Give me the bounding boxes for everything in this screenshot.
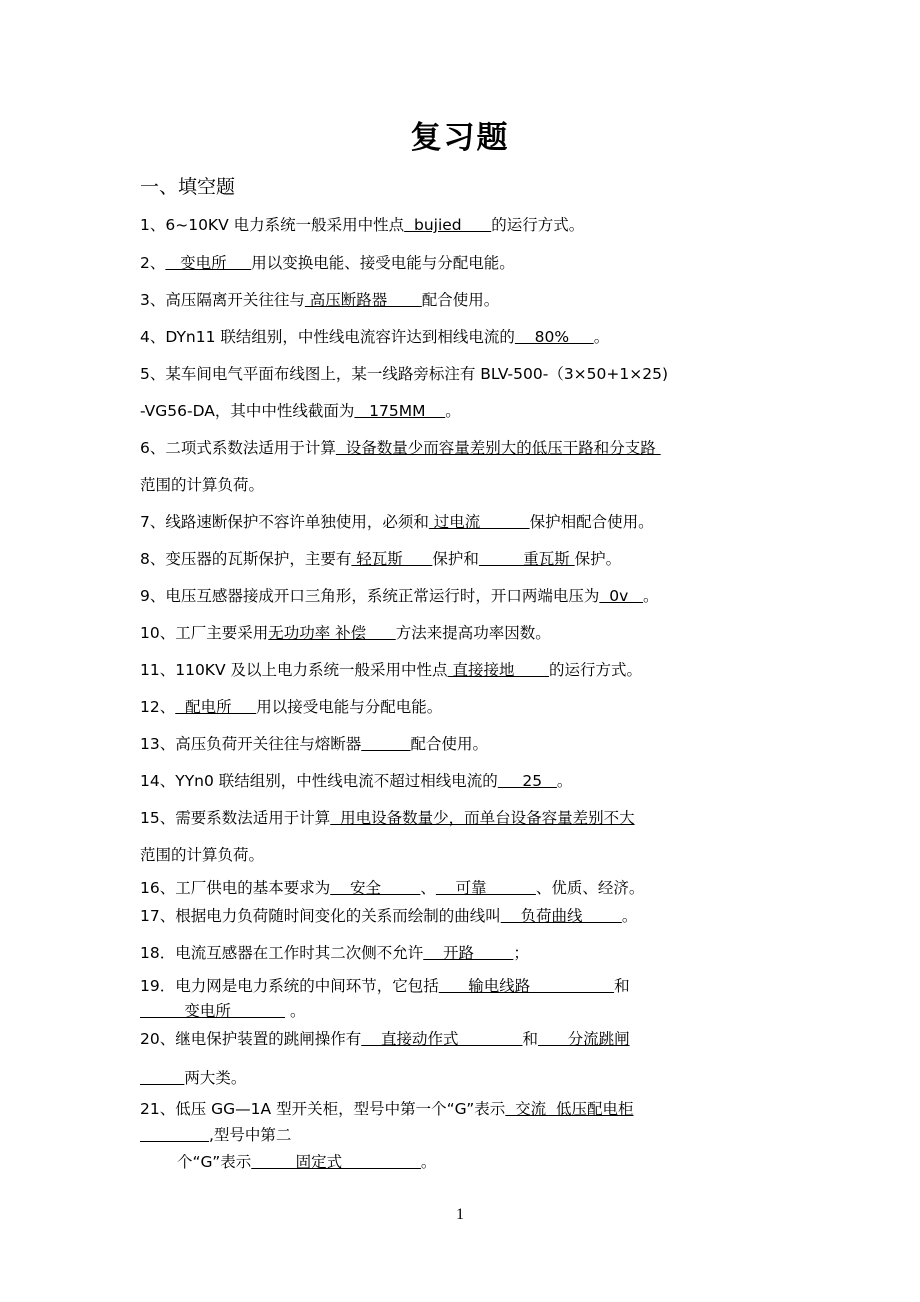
question-line	[140, 999, 305, 1023]
question-line	[140, 362, 668, 386]
question-text: 3、高压隔离开关往往与	[140, 291, 305, 309]
question-text: 。	[643, 587, 659, 605]
question-text: 1、6~10KV 电力系统一般采用中性点	[140, 216, 405, 234]
question-line	[140, 251, 515, 275]
question-line	[140, 510, 654, 534]
question-text: 14、YYn0 联结组别，中性线电流不超过相线电流的	[140, 772, 498, 790]
question-line	[140, 1027, 630, 1051]
question-text: 配合使用。	[410, 735, 489, 753]
question-text: 18．电流互感器在工作时其二次侧不允许	[140, 944, 424, 962]
question-text: 15、需要系数法适用于计算	[140, 809, 331, 827]
answer-blank	[140, 1126, 209, 1144]
question-text: 的运行方式。	[548, 661, 642, 679]
question-text: 用以接受电能与分配电能。	[256, 698, 443, 716]
question-text: 保护和	[432, 550, 479, 568]
answer-blank: 分流跳闸	[538, 1030, 630, 1048]
answer-blank: 0v	[599, 587, 644, 605]
page-title: 复习题	[410, 120, 510, 156]
answer-blank: 无功功率 补偿	[268, 624, 396, 642]
answer-blank: 变电所	[140, 1002, 286, 1020]
question-text: 7、线路速断保护不容许单独使用，必须和	[140, 513, 429, 531]
question-line	[140, 941, 529, 965]
answer-blank: 过电流	[428, 513, 530, 531]
question-text: 9、电压互感器接成开口三角形，系统正常运行时，开口两端电压为	[140, 587, 600, 605]
question-text: 范围的计算负荷。	[140, 846, 265, 864]
answer-blank: 安全	[330, 879, 421, 897]
question-line	[140, 732, 488, 756]
question-text: 8、变压器的瓦斯保护，主要有	[140, 550, 352, 568]
question-line	[140, 1123, 291, 1147]
question-text: 。	[420, 1153, 437, 1171]
answer-blank: 直接接地	[447, 661, 549, 679]
question-line	[140, 621, 551, 645]
question-text: 。	[556, 772, 573, 790]
answer-blank: 负荷曲线	[500, 907, 622, 925]
question-line	[140, 584, 659, 608]
answer-blank: bujied	[404, 216, 492, 234]
answer-blank: 交流 低压配电柜	[505, 1100, 634, 1118]
question-text: 两大类。	[184, 1069, 247, 1087]
question-line	[140, 843, 264, 867]
question-text: 。	[593, 328, 610, 346]
question-line	[140, 904, 637, 928]
question-text: 、优质、经济。	[535, 879, 645, 897]
question-text: 配合使用。	[421, 291, 500, 309]
question-line	[140, 288, 499, 312]
question-text: 20、继电保护装置的跳闸操作有	[140, 1030, 362, 1048]
question-text: -VG56-DA，其中中性线截面为	[140, 402, 355, 420]
question-line	[140, 473, 264, 497]
answer-blank: 配电所	[175, 698, 257, 716]
question-line	[140, 1066, 246, 1090]
question-line	[140, 806, 635, 830]
question-text: 。	[621, 907, 638, 925]
question-text: ；	[513, 944, 529, 962]
question-line	[140, 213, 584, 237]
question-text: 方法来提高功率因数。	[395, 624, 551, 642]
question-text: 10、工厂主要采用	[140, 624, 269, 642]
question-line	[140, 974, 630, 998]
answer-blank: 80%	[514, 328, 594, 346]
question-line	[140, 399, 461, 423]
question-text: ,型号中第二	[208, 1126, 292, 1144]
answer-blank: 固定式	[251, 1153, 421, 1171]
answer-blank: 高压断路器	[304, 291, 422, 309]
question-text: 19．电力网是电力系统的中间环节，它包括	[140, 977, 439, 995]
answer-blank	[361, 735, 410, 753]
question-text: 4、DYn11 联结组别，中性线电流容许达到相线电流的	[140, 328, 515, 346]
question-text: 、	[420, 879, 436, 897]
answer-blank: 输电线路	[438, 977, 615, 995]
question-line	[140, 1097, 634, 1121]
section-heading: 一、填空题	[140, 176, 236, 198]
question-text: 。	[285, 1002, 306, 1020]
answer-blank: 轻瓦斯	[351, 550, 433, 568]
question-text: 21、低压 GG—1A 型开关柜，型号中第一个“G”表示	[140, 1100, 506, 1118]
question-line	[177, 1150, 436, 1174]
question-line	[140, 695, 442, 719]
question-text: 16、工厂供电的基本要求为	[140, 879, 331, 897]
answer-blank: 25	[497, 772, 557, 790]
question-text: 的运行方式。	[491, 216, 585, 234]
question-line	[140, 325, 609, 349]
answer-blank: 重瓦斯	[478, 550, 575, 568]
question-text: 用以变换电能、接受电能与分配电能。	[251, 254, 515, 272]
answer-blank: 175MM	[354, 402, 446, 420]
question-text: 13、高压负荷开关往往与熔断器	[140, 735, 362, 753]
answer-blank: 直接动作式	[361, 1030, 523, 1048]
answer-blank: 用电设备数量少，而单台设备容量差别不大	[330, 809, 635, 827]
question-text: 17、根据电力负荷随时间变化的关系而绘制的曲线叫	[140, 907, 501, 925]
question-line	[140, 436, 661, 460]
answer-blank	[140, 1069, 184, 1087]
question-text: 2、	[140, 254, 166, 272]
answer-blank: 变电所	[165, 254, 252, 272]
page-number: 1	[456, 1206, 464, 1223]
question-text: 范围的计算负荷。	[140, 476, 265, 494]
question-text: 保护相配合使用。	[529, 513, 654, 531]
question-text: 5、某车间电气平面布线图上，某一线路旁标注有 BLV-500-（3×50+1×25)	[140, 365, 669, 383]
question-line	[140, 876, 644, 900]
question-line	[140, 658, 642, 682]
question-text: 6、二项式系数法适用于计算	[140, 439, 336, 457]
question-text: 11、110KV 及以上电力系统一般采用中性点	[140, 661, 448, 679]
question-line	[140, 547, 621, 571]
question-text: 12、	[140, 698, 176, 716]
question-text: 和	[522, 1030, 539, 1048]
question-text: 。	[445, 402, 461, 420]
question-text: 保护。	[574, 550, 622, 568]
answer-blank: 设备数量少而容量差别大的低压干路和分支路	[335, 439, 661, 457]
question-text: 个“G”表示	[177, 1153, 252, 1171]
answer-blank: 开路	[423, 944, 514, 962]
question-line	[140, 769, 572, 793]
question-text: 和	[614, 977, 630, 995]
answer-blank: 可靠	[435, 879, 536, 897]
